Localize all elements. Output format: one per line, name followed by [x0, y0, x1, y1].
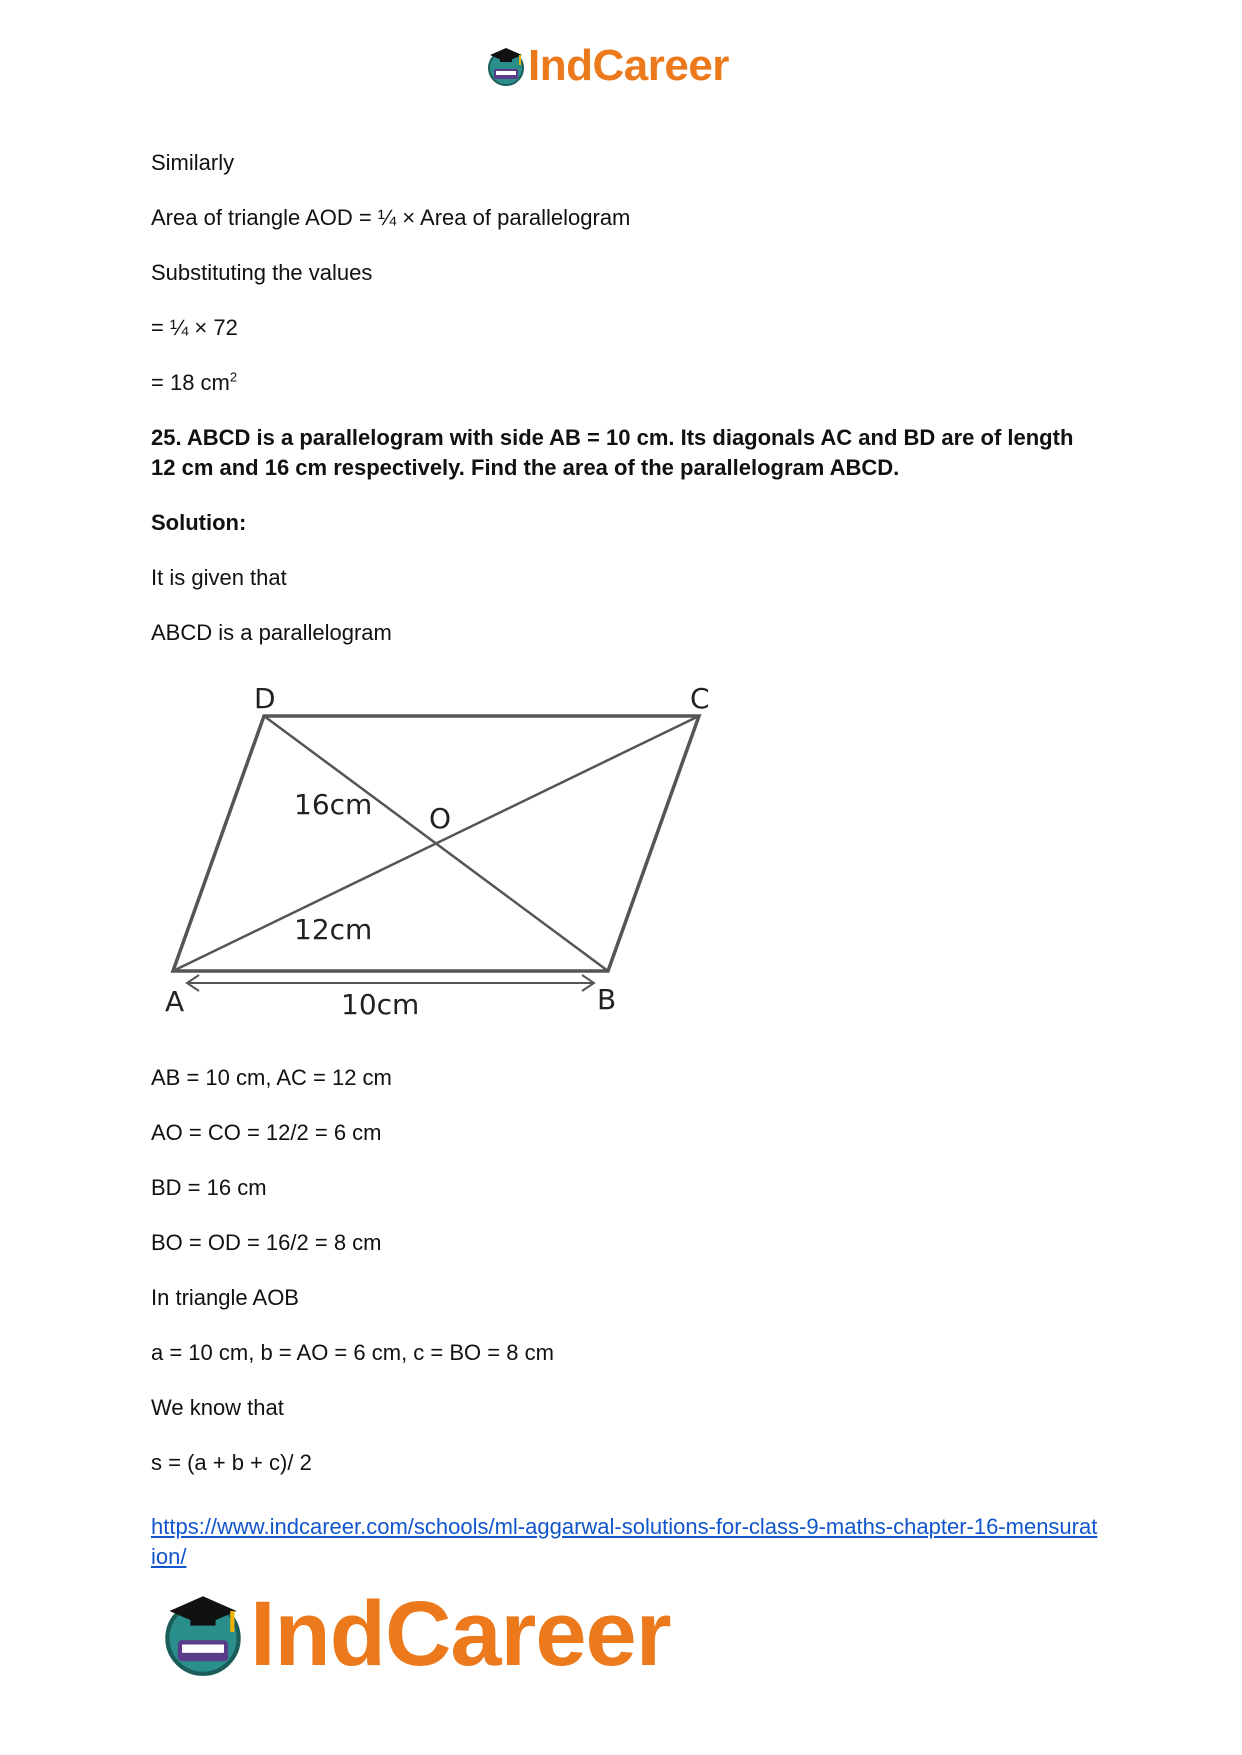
footer-logo: [160, 1582, 720, 1686]
source-link[interactable]: https://www.indcareer.com/schools/ml-aggarwal-solutions-for-class-9-maths-chapter-16-mensuration/: [151, 1514, 1098, 1569]
result-superscript: 2: [229, 369, 238, 385]
paragraph-result: [151, 368, 1101, 398]
graduation-book-globe-icon: [160, 1590, 246, 1678]
paragraph-area-aod: Area of triangle AOD = ¼ × Area of parallelogram: [151, 205, 631, 230]
paragraph-triangle-aob: In triangle AOB: [151, 1285, 299, 1310]
label-bd-length: 16cm: [294, 788, 373, 821]
content-block-top: [151, 148, 1101, 673]
paragraph-abcd: ABCD is a parallelogram: [151, 620, 392, 645]
paragraph-calc: = ¼ × 72: [151, 315, 238, 340]
label-o: O: [429, 802, 452, 835]
label-c: C: [690, 682, 710, 715]
footer-logo-text: IndCareer: [250, 1583, 671, 1685]
header-logo: [486, 40, 766, 92]
solution-label: Solution:: [151, 510, 247, 535]
label-a: A: [165, 985, 185, 1018]
paragraph-sides: a = 10 cm, b = AO = 6 cm, c = BO = 8 cm: [151, 1340, 554, 1365]
paragraph-substituting: Substituting the values: [151, 260, 373, 285]
label-ab-length: 10cm: [341, 988, 420, 1021]
label-ac-length: 12cm: [294, 913, 373, 946]
paragraph-bd: BD = 16 cm: [151, 1175, 267, 1200]
paragraph-bo-od: BO = OD = 16/2 = 8 cm: [151, 1230, 382, 1255]
header-logo-text: IndCareer: [528, 41, 729, 90]
label-d: D: [254, 682, 276, 715]
paragraph-ao-co: AO = CO = 12/2 = 6 cm: [151, 1120, 382, 1145]
label-b: B: [597, 983, 617, 1016]
paragraph-given: It is given that: [151, 565, 287, 590]
paragraph-s-formula: s = (a + b + c)/ 2: [151, 1450, 312, 1475]
content-block-bottom: [151, 1063, 1101, 1503]
graduation-book-globe-icon: [486, 45, 526, 87]
paragraph-similarly: Similarly: [151, 150, 235, 175]
question-25: 25. ABCD is a parallelogram with side AB = 10 cm. Its diagonals AC and BD are of length 12 cm and 16 cm respectively. Find the area of the parallelogram ABCD.: [151, 425, 1074, 480]
paragraph-ab-ac: AB = 10 cm, AC = 12 cm: [151, 1065, 392, 1090]
paragraph-we-know: We know that: [151, 1395, 284, 1420]
parallelogram-figure: [151, 676, 731, 1028]
result-text: = 18 cm: [151, 370, 230, 395]
